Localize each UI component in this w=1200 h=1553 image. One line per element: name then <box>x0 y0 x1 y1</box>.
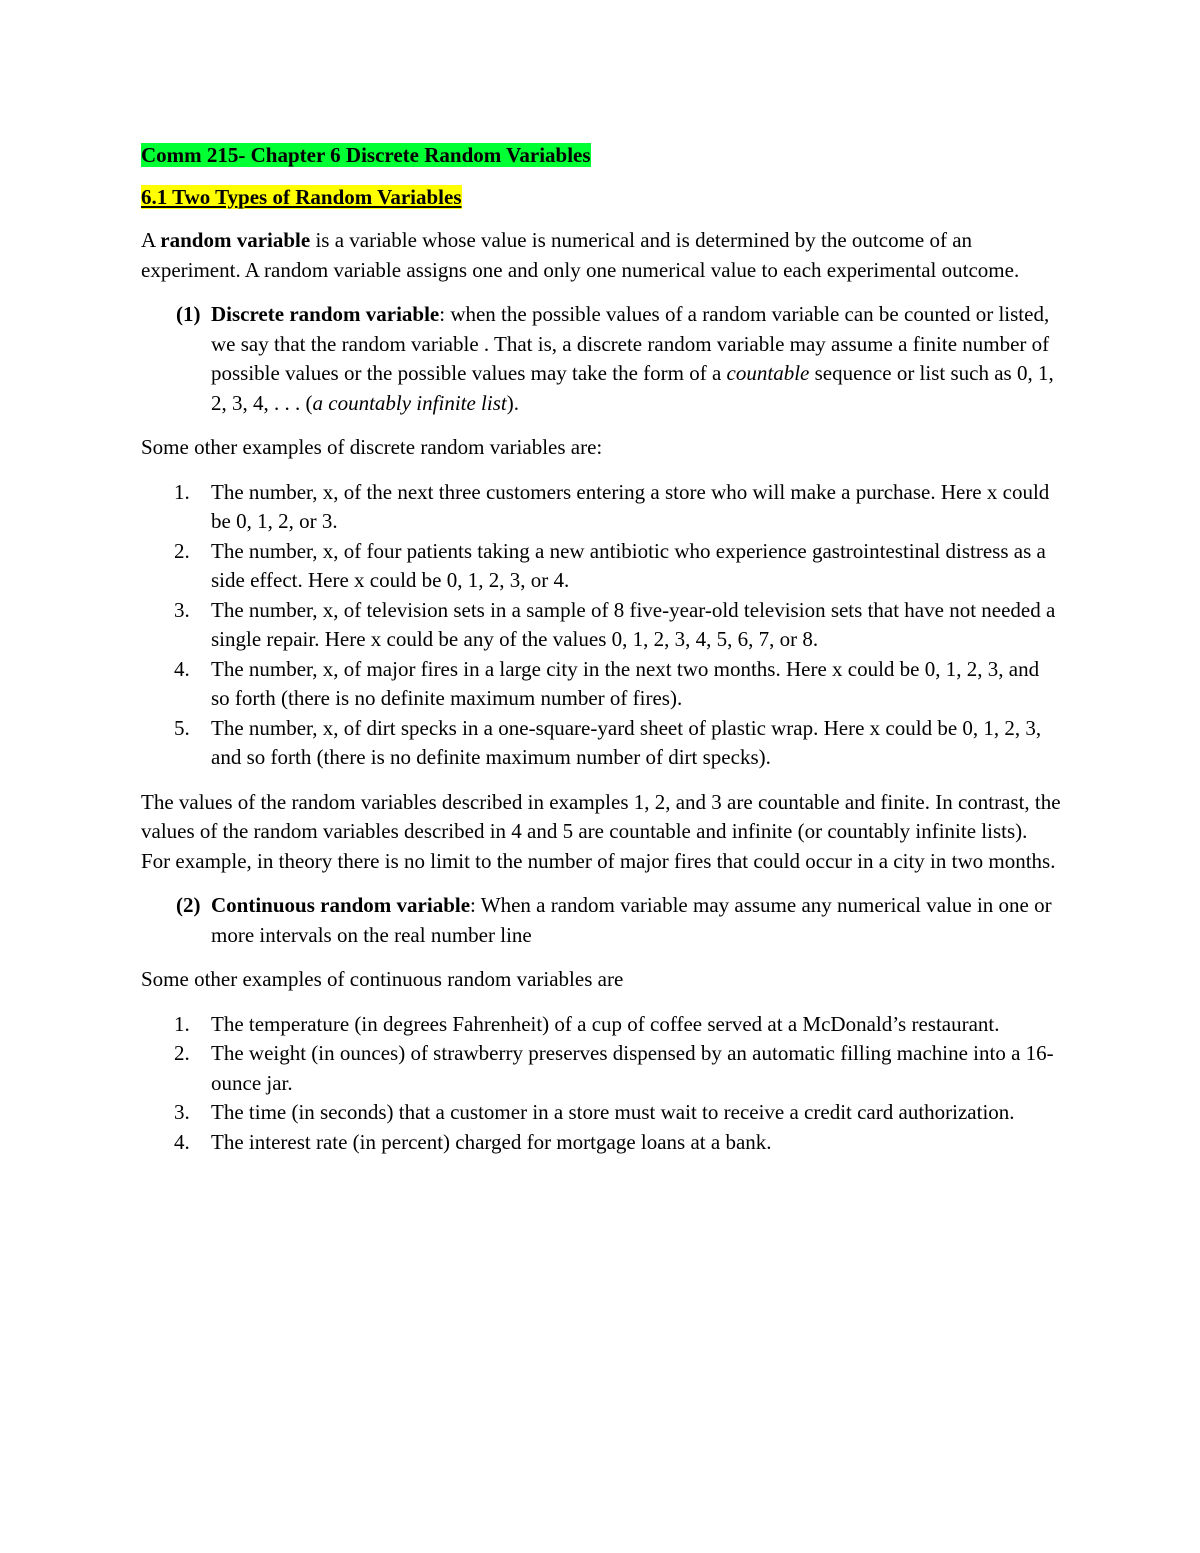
discrete-definition-text-b: sequence or list such as 0, 1, 2, 3, 4, . . . ( <box>211 361 1054 415</box>
list-text: The number, x, of dirt specks in a one-square-yard sheet of plastic wrap. Here x could be 0, 1, 2, 3, and so forth (there is no definite maximum number of dirt specks). <box>211 715 1042 769</box>
document-title: Comm 215- Chapter 6 Discrete Random Variables <box>141 143 591 167</box>
list-number: 2. <box>174 1041 190 1065</box>
discrete-definition-italic-b: a countably infinite list <box>312 390 507 415</box>
section-heading-line <box>141 183 1061 213</box>
list-text: The number, x, of television sets in a sample of 8 five-year-old television sets that have not needed a single repair. Here x could be any of the values 0, 1, 2, 3, 4, 5, 6, 7, or 8. <box>211 597 1056 651</box>
list-text: The temperature (in degrees Fahrenheit) of a cup of coffee served at a McDonald’s restaurant. <box>211 1011 1000 1036</box>
list-number: 5. <box>174 715 190 740</box>
list-text: The number, x, of the next three customers entering a store who will make a purchase. Here x could be 0, 1, 2, or 3. <box>211 479 1050 533</box>
discrete-definition-number: (1) <box>176 302 201 326</box>
list-number: 1. <box>174 1011 190 1036</box>
list-item <box>141 1039 1061 1098</box>
intro-term: random variable <box>160 228 311 252</box>
discrete-definition-text-a: : when the possible values of a random variable can be counted or listed, we say that the random variable . That is, a discrete random variable may assume a finite number of possible values or the possible values may take the form of a <box>211 302 1050 385</box>
list-item <box>141 537 1061 596</box>
list-item <box>141 478 1061 537</box>
list-number: 2. <box>174 538 190 563</box>
list-number: 3. <box>174 597 190 622</box>
title-line <box>141 141 1061 171</box>
list-number: 4. <box>174 1129 190 1154</box>
discrete-examples-intro: Some other examples of discrete random variables are: <box>141 435 603 459</box>
document-page <box>141 141 1061 1172</box>
discrete-examples-list <box>141 478 1061 773</box>
list-number: 3. <box>174 1100 190 1124</box>
list-item <box>141 1098 1061 1128</box>
list-number: 4. <box>174 656 190 681</box>
list-number: 1. <box>174 479 190 504</box>
list-text: The interest rate (in percent) charged for mortgage loans at a bank. <box>211 1129 772 1154</box>
section-heading: 6.1 Two Types of Random Variables <box>141 184 462 209</box>
list-item <box>141 655 1061 714</box>
list-text: The weight (in ounces) of strawberry preserves dispensed by an automatic filling machine into a 16-ounce jar. <box>211 1041 1054 1095</box>
list-item <box>141 596 1061 655</box>
intro-pre: A <box>141 228 161 252</box>
list-item <box>141 1128 1061 1158</box>
intro-post: is a variable whose value is numerical and is determined by the outcome of an experiment. A random variable assigns one and only one numerical value to each experimental outcome. <box>141 228 1020 282</box>
continuous-definition-number: (2) <box>176 893 201 917</box>
continuous-examples-list <box>141 1010 1061 1158</box>
discrete-summary-paragraph: The values of the random variables described in examples 1, 2, and 3 are countable and finite. In contrast, the values of the random variables described in 4 and 5 are countable and infinite (or countably infinite lists). For example, in theory there is no limit to the number of major fires that could occur in a city in two months. <box>141 789 1061 873</box>
continuous-definition-term: Continuous random variable <box>211 893 471 917</box>
continuous-definition <box>141 891 1061 950</box>
list-item <box>141 714 1061 773</box>
continuous-examples-intro: Some other examples of continuous random variables are <box>141 967 624 991</box>
discrete-definition-text-c: ). <box>506 390 519 415</box>
list-item <box>141 1010 1061 1040</box>
discrete-definition-italic-a: countable <box>726 361 810 385</box>
list-text: The number, x, of four patients taking a new antibiotic who experience gastrointestinal distress as a side effect. Here x could be 0, 1, 2, 3, or 4. <box>211 538 1046 592</box>
continuous-definition-text: : When a random variable may assume any numerical value in one or more intervals on the real number line <box>211 893 1052 947</box>
intro-paragraph <box>141 226 1061 285</box>
discrete-definition <box>141 300 1061 418</box>
discrete-definition-term: Discrete random variable <box>211 302 440 326</box>
list-text: The time (in seconds) that a customer in a store must wait to receive a credit card authorization. <box>211 1100 1015 1124</box>
list-text: The number, x, of major fires in a large city in the next two months. Here x could be 0, 1, 2, 3, and so forth (there is no definite maximum number of fires). <box>211 656 1040 710</box>
